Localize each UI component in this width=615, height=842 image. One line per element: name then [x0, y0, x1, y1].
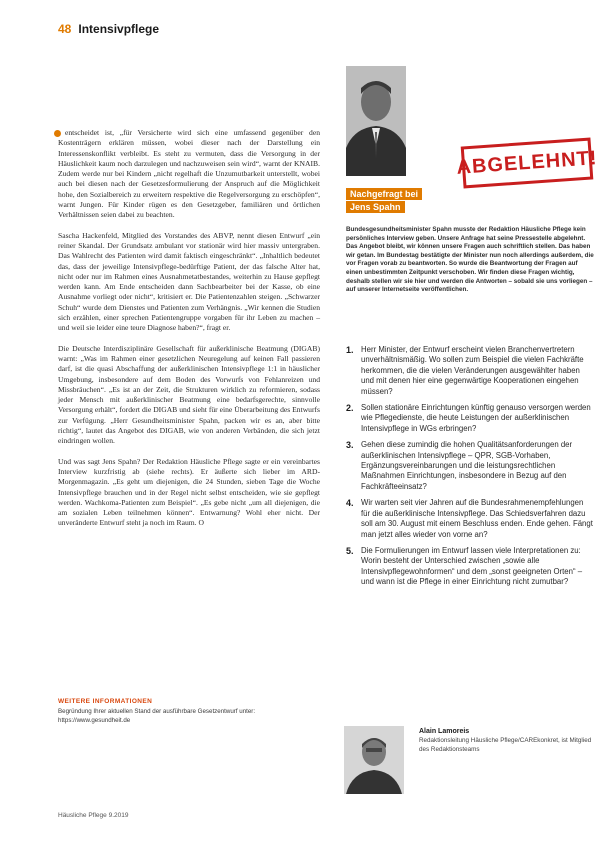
portrait-illustration: [346, 66, 406, 176]
sidebar-intro: Bundesgesundheitsminister Spahn musste der Redaktion Häusliche Pflege kein persönliches Interview geben. Unsere Anfrage hat seine Pressestelle abgelehnt. Das Angebot bleibt, wir können unsere Fragen auch schriftlich stellen. Das haben wir getan. Im Bundestag bestätigte der Minister nun noch allerdings außerdem, die vor Fragen vorab zu beantworten. So wurde die Beantwortung der Fragen auf einen unbestimmten Zeitpunkt verschoben. Wir finden diese Fragen wichtig, deshalb stellen wir sie hier und werden die Antworten – sobald sie uns vorliegen – auf unserer Internetseite veröffentlichen.: [346, 226, 594, 294]
question-list: [346, 345, 594, 594]
continuation-bullet-icon: [54, 130, 61, 137]
article-paragraph: Sascha Hackenfeld, Mitglied des Vorstandes des ABVP, nennt diesen Entwurf „ein reiner Skandal. Der Grundsatz ambulant vor stationär wird hier massiv untergraben. Das Wahlrecht des Patienten wird damit faktisch eingeschränkt“. „Inhaltlich bedeutet das, dass der jeweilige Intensivpflege-bedürftige Patient, der das falsche Alter hat, nicht oder nur im Rahmen eines Ausnahmetatbestandes, weiterhin zu Hause gepflegt werden kann. Am Ende entscheiden dann Sachbearbeiter bei der Kasse, ob eine Ausnahme vorliegt oder nicht“, kritisiert er. Die Patientenzahlen steigen. „Schwarzer Schuh“ wurde dem Dienstes und Patienten zum Verhängnis. „Wir kennen die Studien sich erzählen, einer sprechen Patientengruppe vorgaben für ihr Leben zu machen – und weil sie leider eine teure Diagnose haben?“, fragt er.: [58, 230, 320, 333]
question-item: [346, 403, 594, 434]
question-box-title: [346, 188, 422, 214]
sources-heading: WEITERE INFORMATIONEN: [58, 698, 153, 705]
author-name: Alain Lamoreis: [419, 728, 470, 735]
question-number: 5.: [346, 545, 354, 556]
question-text: Gehen diese zumindig die hohen Qualitätsanforderungen der außerklinischen Intensivpflege – QPR, SGB-Vorhaben, Ergänzungsvereinbarungen und die leistungsrechtlichen Maßnahmen Einrichtungen, insbesondere in Bezug auf den Fachkräfteeinsatz?: [361, 440, 573, 491]
question-item: [346, 440, 594, 492]
sources-box: [58, 698, 320, 725]
question-number: 4.: [346, 498, 354, 509]
question-item: [346, 498, 594, 540]
jens-spahn-portrait: [346, 66, 406, 176]
author-photo: [344, 726, 404, 794]
question-text: Die Formulierungen im Entwurf lassen viele Interpretationen zu: Worin besteht der Unterschied zwischen „sowie alle Intensivpflegewohnformen“ und dem „sonst geeigneten Orten“ – und wann ist die Pflege in einer Einrichtung nicht zumutbar?: [361, 545, 583, 587]
page-header: [58, 22, 159, 36]
article-body: [58, 128, 320, 539]
page-footer: Häusliche Pflege 9.2019: [58, 812, 129, 819]
question-item: [346, 345, 594, 397]
rejected-stamp: ABGELEHNT!: [461, 138, 594, 189]
page-number: 48: [58, 22, 72, 36]
article-paragraph: Die Deutsche Interdisziplinäre Gesellschaft für außerklinische Beatmung (DIGAB) warnt: „Was im Rahmen einer gesetzlichen Neuregelung auf keinen Fall passieren darf, ist die quasi Abschaffung der außerklinischen Intensivpflege 1:1 in häuslicher Umgebung, insbesondere auf dem Boden des Vorwurfs von Fehlanreizen und Missbräuchen“. „Es ist an der Zeit, die Strukturen wirklich zu reformieren, sodass jeder Mensch mit außerklinischer Beatmung eine bedarfsgerechte, sinnvolle Versorgung erhält“, fordert die DIGAB und sieht für eine Überarbeitung des Entwurfs zur Verfügung. „Herr Gesundheitsminister Spahn, packen wir es an, aber bitte richtig“, lautet das Angebot des DIGAB, wie von anderen Verbänden, die sich jetzt eindringen wollen.: [58, 343, 320, 446]
question-text: Herr Minister, der Entwurf erscheint vielen Branchenvertretern unverhältnismäßig. Wo sollen zum Beispiel die vielen Fachkräfte herkommen, die die vielen Veränderungen ausgewählter haben und mit denen hier eine gegenwärtige Kooperationen eingehen müssen?: [361, 345, 584, 396]
question-number: 3.: [346, 440, 354, 451]
author-role: Redaktionsleitung Häusliche Pflege/CAREkonkret, ist Mitglied des Redaktionsteams: [419, 737, 592, 753]
question-text: Wir warten seit vier Jahren auf die Bundesrahmenempfehlungen für die außerklinische Intensivpflege. Das Schiedsverfahren dazu soll am 30. August mit einem Beschluss enden. Ende gehen. Fängt man jetzt alles wieder von vorne an?: [361, 498, 593, 539]
sources-text: Begründung Ihrer aktuellen Stand der ausführbare Gesetzentwurf unter: https://www.gesundheit.de: [58, 708, 256, 724]
question-number: 1.: [346, 345, 354, 355]
article-paragraph: Und was sagt Jens Spahn? Der Redaktion Häusliche Pflege sagte er ein vereinbartes Interview kurzfristig ab (siehe rechts). Er äußerte sich lieber im ARD-Morgenmagazin. „Es geht um diejenigen, die 24 Stunden, sieben Tage die Woche Intensivpflege brauchen und in der Regel nicht selbst entscheiden, wie sie gepflegt werden. Wachkoma-Patienten zum Beispiel“. „Es gebe nicht „um all diejenigen, die am sozialen Leben teilnehmen können“. Entwarnung? Wohl eher nicht. Der unveränderte Entwurf steht ja noch im Raum. O: [58, 456, 320, 528]
author-illustration: [344, 726, 404, 794]
tag-line-1: Nachgefragt bei: [346, 188, 422, 200]
question-text: Sollen stationäre Einrichtungen künftig genauso versorgen werden wie Pflegedienste, die heute Leistungen der außerklinischen Intensivpflege in WGs erbringen?: [361, 403, 591, 433]
author-info: [419, 728, 599, 754]
tag-line-2: Jens Spahn: [346, 201, 405, 213]
article-paragraph: entscheidet ist, „für Versicherte wird sich eine umfassend gegenüber den Kostenträgern erklären müssen, wobei dieser nach der Darstellung ein Interessenskonflikt verbleibt. Es steht zu vermuten, dass die Versorgung in der Häuslichkeit kaum noch darzulegen und nachzuweisen sein wird“, warnt der KNAIB. Zudem werde nur bei Kindern „nicht regelhaft die Unzumutbarkeit unterstellt, wobei auch bei diesen nach der Gesetzesformulierung der Anspruch auf die Möglichkeit hohe, den Sozialbereich zu erweitern respektive die Regelversorgung zu erschöpfen“, warnt Jungen. Für Kinder rügen es den Gesetzgeber, familiären und örtlichen Verhältnissen seien dabei zu beachten.: [58, 128, 320, 221]
question-number: 2.: [346, 403, 354, 414]
section-title: Intensivpflege: [78, 22, 160, 36]
question-item: [346, 546, 594, 588]
